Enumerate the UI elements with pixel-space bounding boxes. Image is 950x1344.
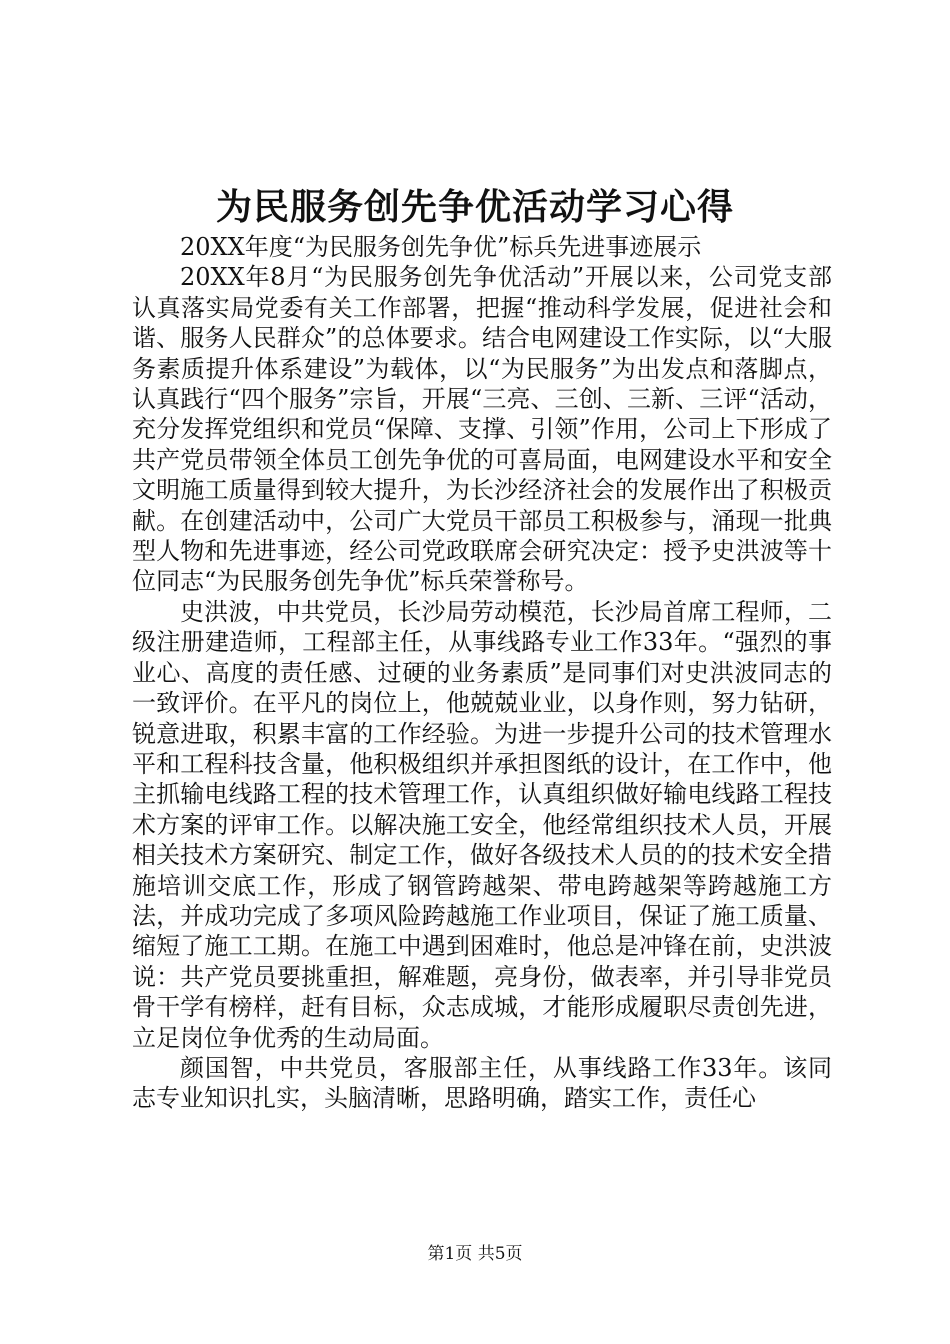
paragraph-subtitle: 20XX年度“为民服务创先争优”标兵先进事迹展示 <box>180 233 702 261</box>
page-number-footer: 第1页 共5页 <box>427 1244 523 1264</box>
paragraph-shi-hongbo: 史洪波，中共党员，长沙局劳动模范，长沙局首席工程师，二级注册建造师，工程部主任，从事线路专业工作33年。“强烈的事业心、高度的责任感、过硬的业务素质”是同事们对史洪波同志的一致评价。在平凡的岗位上，他兢兢业业，以身作则，努力钻研，锐意进取，积累丰富的工作经验。为进一步提升公司的技术管理水平和工程科技含量，他积极组织并承担图纸的设计，在工作中，他主抓输电线路工程的技术管理工作，认真组织做好输电线路工程技术方案的评审工作。以解决施工安全，他经常组织技术人员，开展相关技术方案研究、制定工作，做好各级技术人员的的技术安全措施培训交底工作，形成了钢管跨越架、带电跨越架等跨越施工方法，并成功完成了多项风险跨越施工作业项目，保证了施工质量、缩短了施工工期。在施工中遇到困难时，他总是冲锋在前，史洪波说：共产党员要挑重担，解难题，亮身份，做表率，并引导非党员骨干学有榜样，赶有目标，众志成城，才能形成履职尽责创先进，立足岗位争优秀的生动局面。 <box>132 597 832 1052</box>
document-body <box>132 232 832 1114</box>
paragraph-yan-guozhi: 颜国智，中共党员，客服部主任，从事线路工作33年。该同志专业知识扎实，头脑清晰，思路明确，踏实工作，责任心 <box>132 1053 832 1113</box>
paragraph-intro: 20XX年8月“为民服务创先争优活动”开展以来，公司党支部认真落实局党委有关工作部署，把握“推动科学发展，促进社会和谐、服务人民群众”的总体要求。结合电网建设工作实际，以“大服务素质提升体系建设”为载体，以“为民服务”为出发点和落脚点，认真践行“四个服务”宗旨，开展“三亮、三创、三新、三评“活动，充分发挥党组织和党员“保障、支撑、引领”作用，公司上下形成了共产党员带领全体员工创先争优的可喜局面，电网建设水平和安全文明施工质量得到较大提升，为长沙经济社会的发展作出了积极贡献。在创建活动中，公司广大党员干部员工积极参与，涌现一批典型人物和先进事迹，经公司党政联席会研究决定：授予史洪波等十位同志“为民服务创先争优”标兵荣誉称号。 <box>132 263 832 596</box>
document-title: 为民服务创先争优活动学习心得 <box>215 186 734 228</box>
